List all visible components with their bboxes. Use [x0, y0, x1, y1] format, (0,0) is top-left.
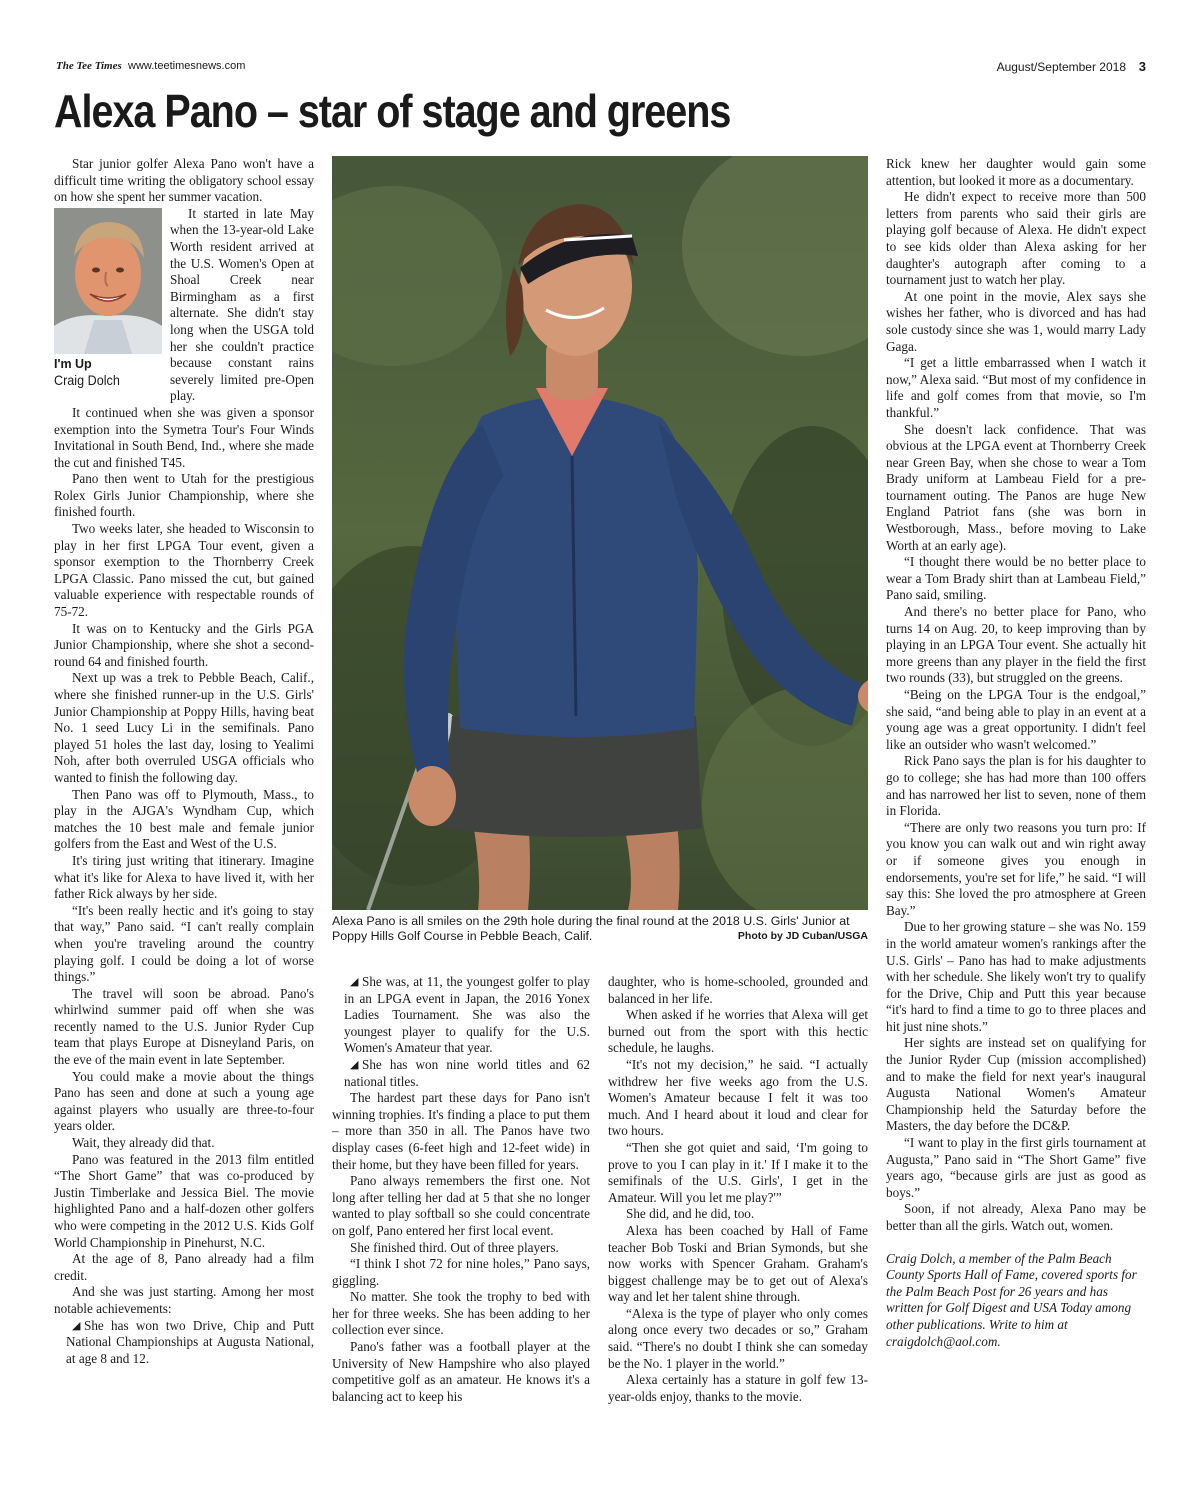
author-byline: Craig Dolch — [54, 371, 120, 388]
paragraph: He didn't expect to receive more than 500 letters from parents who said their girls are playing golf because of Alexa. He didn't expect to see kids older than Alexa asking for her daughter's autograph after coming to a tournament just to watch her play. — [886, 189, 1146, 288]
publication-name: The Tee Times — [56, 60, 122, 72]
paragraph: Two weeks later, she headed to Wisconsin to play in her first LPGA Tour event, given a sponsor exemption to the Thornberry Creek LPGA Classic. Pano missed the cut, but gained valuable experience with respectable rounds of 75-72. — [54, 521, 314, 620]
paragraph: No matter. She took the trophy to bed with her for three weeks. She has been adding to her collection ever since. — [332, 1289, 590, 1338]
paragraph: Alexa has been coached by Hall of Fame teacher Bob Toski and Brian Symonds, but she now works with Spencer Graham. Graham's biggest challenge may be to get out of Alexa's way and let her talent shine through. — [608, 1222, 868, 1305]
paragraph: And she was just starting. Among her most notable achievements: — [54, 1284, 314, 1316]
paragraph: “It's been really hectic and it's going to stay that way,” Pano said. “I can't really complain when you're traveling around the country playing golf. I could be doing a lot of worse things.” — [54, 902, 314, 985]
issue-date: August/September 2018 — [996, 60, 1126, 74]
paragraph: daughter, who is home-schooled, grounded and balanced in her life. — [608, 974, 868, 1006]
paragraph: Star junior golfer Alexa Pano won't have a difficult time writing the obligatory school essay on how she spent her summer vacation. — [54, 156, 314, 205]
paragraph: Alexa certainly has a stature in golf few 13-year-olds enjoy, thanks to the movie. — [608, 1372, 868, 1404]
paragraph: “I thought there would be no better place to wear a Tom Brady shirt than at Lambeau Field,” Pano said, smiling. — [886, 554, 1146, 603]
paragraph: She doesn't lack confidence. That was obvious at the LPGA event at Thornberry Creek near Green Bay, when she chose to wear a Tom Brady uniform at Lambeau Field for a pre-tournament outing. The Panos are huge New England Patriot fans (she was born in Westborough, Mass., before moving to Lake Worth at an early age). — [886, 421, 1146, 553]
paragraph: It's tiring just writing that itinerary. Imagine what it's like for Alexa to have lived it, with her father Rick always by her side. — [54, 852, 314, 902]
paragraph: Her sights are instead set on qualifying for the Junior Ryder Cup (mission accomplished) and to make the field for next year's inaugural Augusta National Women's Amateur Championship held the Saturday before the Masters, the day before the DC&P. — [886, 1035, 1146, 1134]
paragraph: When asked if he worries that Alexa will get burned out from the sport with this hectic schedule, he laughs. — [608, 1007, 868, 1056]
publication-url[interactable]: www.teetimesnews.com — [128, 60, 246, 72]
article-column-4 — [886, 156, 1146, 1446]
headline: Alexa Pano – star of stage and greens — [54, 85, 731, 137]
paragraph: “Then she got quiet and said, ‘I'm going to prove to you I can play in it.' If I make it to the semifinals of the U.S. Girls', I get in the Amateur. Will you let me play?'” — [608, 1139, 868, 1205]
article-column-1 — [54, 156, 314, 1446]
paragraph: “There are only two reasons you turn pro: If you know you can walk out and win right away or if someone gives you enough in endorsements, you're set for life,” he said. “I will say this: She loved the pro atmosphere at Green Bay.” — [886, 819, 1146, 918]
achievement-item — [332, 974, 590, 1057]
paragraph: You could make a movie about the things Pano has seen and done at such a young age against players who usually are three-to-four years older. — [54, 1068, 314, 1134]
page-number: 3 — [1138, 59, 1146, 74]
caption-text: Alexa Pano is all smiles on the 29th hole during the final round at the 2018 U.S. Girls' Junior at Poppy Hills Golf Course in Pebble Beach, Calif. — [332, 914, 850, 943]
bullet-arrow-icon: ◢ — [350, 976, 359, 988]
masthead — [56, 60, 1146, 78]
paragraph: The travel will soon be abroad. Pano's whirlwind summer paid off when she was recently named to the U.S. Junior Ryder Cup team that plays Europe at Disneyland Paris, on the eve of the main event in late September. — [54, 985, 314, 1068]
paragraph: She did, and he did, too. — [626, 1206, 755, 1222]
photo-credit: Photo by JD Cuban/USGA — [737, 930, 868, 942]
paragraph: Then Pano was off to Plymouth, Mass., to play in the AJGA's Wyndham Cup, which matches the 10 best male and female junior golfers from the East and West of the U.S. — [54, 786, 314, 852]
paragraph: At the age of 8, Pano already had a film credit. — [54, 1251, 314, 1283]
achievement-item — [54, 1318, 314, 1368]
paragraph: Next up was a trek to Pebble Beach, Calif., where she finished runner-up in the U.S. Girls' Junior Championship at Poppy Hills, having beat No. 1 seed Lucy Li in the semifinals. Pano played 51 holes the last day, losing to Yealimi Noh, after both overruled USGA officials who wanted to finish the following day. — [54, 670, 314, 785]
achievement-text: She has won two Drive, Chip and Putt National Championships at Augusta National, at age 8 and 12. — [66, 1317, 314, 1366]
paragraph: At one point in the movie, Alex says she wishes her father, who is divorced and has had sole custody since she was 1, would marry Lady Gaga. — [886, 288, 1146, 354]
paragraph: It continued when she was given a sponsor exemption into the Symetra Tour's Four Winds Invitational in South Bend, Ind., where she made the cut and finished T45. — [54, 404, 314, 470]
paragraph: She finished third. Out of three players. — [350, 1239, 559, 1255]
paragraph: Due to her growing stature – she was No. 159 in the world amateur women's rankings after the U.S. Girls' – Pano has had to make adjustments with her schedule. She likely won't try to qualify for the Drive, Chip and Putt this year because “it's hard to find a time to go to three places and hit just nine shots.” — [886, 919, 1146, 1034]
article-column-3 — [608, 974, 868, 1444]
achievement-item — [332, 1057, 590, 1090]
paragraph: And there's no better place for Pano, who turns 14 on Aug. 20, to keep improving than by playing in an LPGA Tour event. She actually hit more greens than any player in the field the first two rounds (33), but struggled on the greens. — [886, 604, 1146, 686]
paragraph: “Alexa is the type of player who only comes along once every two decades or so,” Graham said. “There's no doubt I think she can someday be the No. 1 player in the world.” — [608, 1305, 868, 1371]
paragraph: The hardest part these days for Pano isn't winning trophies. It's finding a place to put them – more than 350 in all. The Panos have two display cases (6-feet high and 12-feet wide) in their home, but they have been filled for years. — [332, 1090, 590, 1172]
paragraph: It was on to Kentucky and the Girls PGA Junior Championship, where she shot a second-round 64 and finished fourth. — [54, 620, 314, 669]
bullet-arrow-icon: ◢ — [72, 1319, 81, 1332]
paragraph: Pano always remembers the first one. Not long after telling her dad at 5 that she no longer wanted to play softball so she could concentrate on golf, Pano entered her first local event. — [332, 1173, 590, 1238]
article-column-2 — [332, 974, 590, 1444]
column-name: I'm Up — [54, 356, 92, 371]
paragraph: “I think I shot 72 for nine holes,” Pano says, giggling. — [332, 1256, 590, 1288]
paragraph: Pano was featured in the 2013 film entitled “The Short Game” that was co-produced by Justin Timberlake and Jessica Biel. The movie highlighted Pano and a half-dozen other golfers who were competing in the 2012 U.S. Kids Golf World Championship in Pinehurst, N.C. — [54, 1151, 314, 1250]
paragraph: Rick knew her daughter would gain some attention, but looked it more as a documentary. — [886, 156, 1146, 188]
paragraph: “Being on the LPGA Tour is the endgoal,” she said, “and being able to play in an event at a young age was a great opportunity. I didn't feel like an outsider who wasn't welcomed.” — [886, 687, 1146, 752]
bullet-arrow-icon: ◢ — [350, 1058, 359, 1071]
paragraph: Pano's father was a football player at the University of New Hampshire who also played competitive golf as an amateur. He knows it's a balancing act to keep his — [332, 1339, 590, 1404]
paragraph: “It's not my decision,” he said. “I actually withdrew her five weeks ago from the U.S. Women's Amateur because I felt it was too much. And I heard about it loud and clear for two hours. — [608, 1056, 868, 1139]
columnist-box — [54, 208, 162, 388]
achievement-text: She has won nine world titles and 62 national titles. — [344, 1056, 590, 1089]
columnist-photo — [54, 208, 162, 354]
author-bio: Craig Dolch, a member of the Palm Beach County Sports Hall of Fame, covered sports for the Palm Beach Post for 26 years and has written for Golf Digest and USA Today among other publications. Write to him at craigdolch@aol.com. — [886, 1250, 1137, 1349]
paragraph: “I get a little embarrassed when I watch it now,” Alexa said. “But most of my confidence in life and golf comes from that movie, so I'm thankful.” — [886, 355, 1146, 420]
achievement-text: She was, at 11, the youngest golfer to play in an LPGA event in Japan, the 2016 Yonex Ladies Tournament. She was also the youngest player to qualify for the U.S. Women's Amateur that year. — [344, 974, 590, 1056]
paragraph: Soon, if not already, Alexa Pano may be better than all the girls. Watch out, women. — [886, 1201, 1146, 1233]
paragraph: It started in late May when the 13-year-old Lake Worth resident arrived at the U.S. Women's Open at Shoal Creek near Birmingham as a first alternate. She didn't stay long when the USGA told her she couldn't practice because constant rains severely limited pre-Open play. — [170, 205, 314, 404]
photo-caption — [332, 914, 868, 944]
feature-photo — [332, 156, 868, 910]
paragraph: “I want to play in the first girls tournament at Augusta,” Pano said in “The Short Game” five years ago, “because girls are just as good as boys.” — [886, 1135, 1146, 1200]
paragraph: Pano then went to Utah for the prestigious Rolex Girls Junior Championship, where she finished fourth. — [54, 471, 314, 520]
paragraph: Rick Pano says the plan is for his daughter to go to college; she has had more than 100 offers and has narrowed her list to seven, none of them in Florida. — [886, 753, 1146, 819]
paragraph: Wait, they already did that. — [72, 1135, 215, 1151]
